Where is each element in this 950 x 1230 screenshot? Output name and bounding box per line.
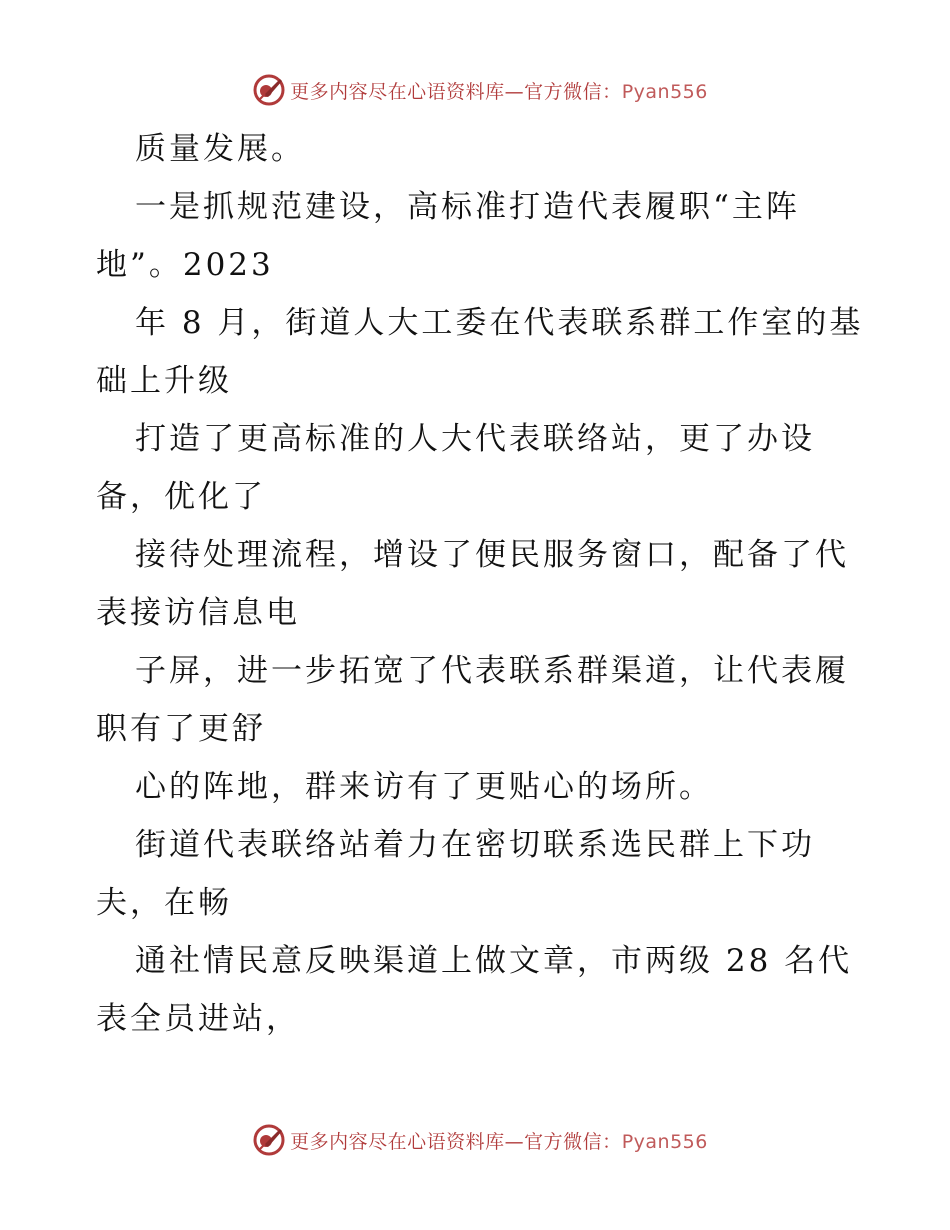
quill-logo-icon bbox=[252, 73, 286, 107]
header-banner-inner bbox=[252, 73, 708, 107]
body-line: 表接访信息电 bbox=[96, 595, 300, 631]
footer-wechat-label: 官方微信： bbox=[524, 1130, 622, 1153]
header-dash: — bbox=[504, 80, 525, 103]
body-line: 夫，在畅 bbox=[96, 885, 232, 921]
footer-banner bbox=[0, 1120, 950, 1160]
body-line: 心的阵地，群来访有了更贴心的场所。 bbox=[135, 769, 713, 805]
footer-dash: — bbox=[504, 1130, 525, 1153]
body-line: 础上升级 bbox=[96, 363, 232, 399]
quill-logo-icon bbox=[252, 1123, 286, 1157]
header-banner-text bbox=[290, 77, 708, 104]
body-line: 子屏，进一步拓宽了代表联系群渠道，让代表履 bbox=[135, 653, 849, 689]
body-line: 备，优化了 bbox=[96, 479, 266, 515]
body-line: 表全员进站， bbox=[96, 1001, 300, 1037]
body-line: 质量发展。 bbox=[135, 131, 305, 167]
body-line: 一是抓规范建设，高标准打造代表履职“主阵 bbox=[135, 189, 800, 225]
body-line: 地”。2023 bbox=[96, 247, 274, 283]
header-site-text: 更多内容尽在心语资料库 bbox=[290, 80, 505, 103]
body-line: 年 8 月，街道人大工委在代表联系群工作室的基 bbox=[135, 305, 864, 341]
footer-wechat-id: Pyan556 bbox=[621, 1130, 708, 1153]
body-line: 职有了更舒 bbox=[96, 711, 266, 747]
footer-site-text: 更多内容尽在心语资料库 bbox=[290, 1130, 505, 1153]
document-body bbox=[96, 120, 864, 1048]
body-line: 通社情民意反映渠道上做文章，市两级 28 名代 bbox=[135, 943, 853, 979]
header-banner bbox=[0, 70, 950, 110]
footer-banner-text bbox=[290, 1127, 708, 1154]
body-line: 打造了更高标准的人大代表联络站，更了办设 bbox=[135, 421, 815, 457]
body-line: 接待处理流程，增设了便民服务窗口，配备了代 bbox=[135, 537, 849, 573]
header-wechat-label: 官方微信： bbox=[524, 80, 622, 103]
header-wechat-id: Pyan556 bbox=[621, 80, 708, 103]
footer-banner-inner bbox=[252, 1123, 708, 1157]
body-line: 街道代表联络站着力在密切联系选民群上下功 bbox=[135, 827, 815, 863]
